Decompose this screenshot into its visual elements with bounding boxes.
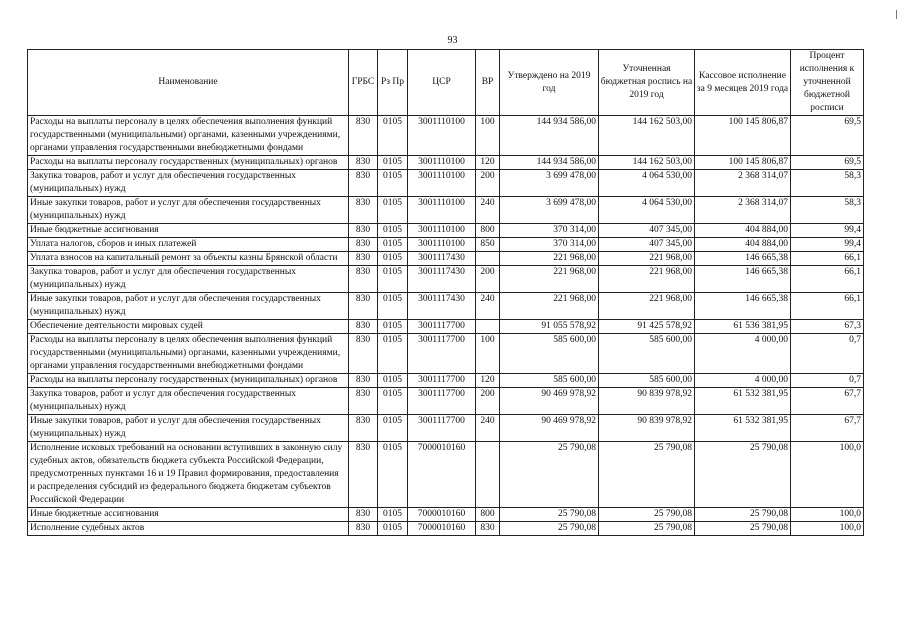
cell-name: Иные закупки товаров, работ и услуг для обеспечения государственных (муниципальных) нужд [28,197,349,224]
cell-rzpr: 0105 [378,170,408,197]
cell-percent: 58,3 [791,170,864,197]
cell-revised: 407 345,00 [599,238,695,252]
cell-vr [476,320,500,334]
cell-csr: 3001117430 [408,293,476,320]
cell-approved: 3 699 478,00 [500,170,599,197]
header-revised: Уточненная бюджетная роспись на 2019 год [599,50,695,116]
cell-cash: 100 145 806,87 [695,156,791,170]
cell-name: Иные бюджетные ассигнования [28,224,349,238]
cell-csr: 3001110100 [408,156,476,170]
cell-csr: 3001117700 [408,415,476,442]
cell-rzpr: 0105 [378,252,408,266]
table-row [28,266,864,293]
cell-csr: 3001110100 [408,116,476,156]
cell-percent: 0,7 [791,374,864,388]
cell-percent: 100,0 [791,522,864,536]
cell-vr: 200 [476,170,500,197]
cell-revised: 25 790,08 [599,522,695,536]
cell-percent: 67,7 [791,415,864,442]
cell-cash: 25 790,08 [695,522,791,536]
cell-grbs: 830 [349,170,378,197]
cell-name: Иные бюджетные ассигнования [28,508,349,522]
cell-percent: 100,0 [791,508,864,522]
cell-vr [476,442,500,508]
cell-name: Закупка товаров, работ и услуг для обеспечения государственных (муниципальных) нужд [28,170,349,197]
cell-name: Иные закупки товаров, работ и услуг для обеспечения государственных (муниципальных) нужд [28,293,349,320]
cell-revised: 91 425 578,92 [599,320,695,334]
cell-cash: 100 145 806,87 [695,116,791,156]
cell-vr: 240 [476,197,500,224]
cell-name: Расходы на выплаты персоналу в целях обеспечения выполнения функций государственными (муниципальными) органами, казенными учреждениями, органами управления государственными внебюджетными фондами [28,334,349,374]
cell-approved: 25 790,08 [500,522,599,536]
cell-rzpr: 0105 [378,320,408,334]
cell-csr: 7000010160 [408,508,476,522]
cell-rzpr: 0105 [378,522,408,536]
cell-cash: 61 536 381,95 [695,320,791,334]
cell-approved: 585 600,00 [500,334,599,374]
cell-grbs: 830 [349,374,378,388]
cell-cash: 4 000,00 [695,374,791,388]
cell-name: Закупка товаров, работ и услуг для обеспечения государственных (муниципальных) нужд [28,388,349,415]
cell-grbs: 830 [349,320,378,334]
cell-approved: 221 968,00 [500,252,599,266]
cell-vr: 800 [476,508,500,522]
cell-percent: 99,4 [791,238,864,252]
cell-rzpr: 0105 [378,116,408,156]
table-row [28,388,864,415]
cell-percent: 58,3 [791,197,864,224]
cell-vr: 100 [476,116,500,156]
cell-vr: 240 [476,293,500,320]
cell-cash: 404 884,00 [695,238,791,252]
header-cash: Кассовое исполнение за 9 месяцев 2019 года [695,50,791,116]
cell-rzpr: 0105 [378,388,408,415]
cell-name: Закупка товаров, работ и услуг для обеспечения государственных (муниципальных) нужд [28,266,349,293]
cell-percent: 0,7 [791,334,864,374]
cell-grbs: 830 [349,415,378,442]
cell-percent: 69,5 [791,156,864,170]
table-row [28,415,864,442]
cell-grbs: 830 [349,252,378,266]
cell-csr: 3001110100 [408,238,476,252]
table-row [28,224,864,238]
cell-vr: 200 [476,266,500,293]
cell-vr [476,252,500,266]
cell-grbs: 830 [349,156,378,170]
cell-name: Исполнение судебных актов [28,522,349,536]
cell-cash: 404 884,00 [695,224,791,238]
cell-name: Расходы на выплаты персоналу государственных (муниципальных) органов [28,374,349,388]
table-row [28,442,864,508]
cell-approved: 370 314,00 [500,238,599,252]
header-approved: Утверждено на 2019 год [500,50,599,116]
cell-approved: 144 934 586,00 [500,116,599,156]
cell-percent: 66,1 [791,266,864,293]
cell-csr: 7000010160 [408,522,476,536]
cell-vr: 120 [476,374,500,388]
cell-name: Уплата взносов на капитальный ремонт за объекты казны Брянской области [28,252,349,266]
cell-rzpr: 0105 [378,238,408,252]
header-name: Наименование [28,50,349,116]
cell-grbs: 830 [349,224,378,238]
cell-revised: 585 600,00 [599,374,695,388]
cell-vr: 800 [476,224,500,238]
cell-csr: 3001117700 [408,374,476,388]
cell-rzpr: 0105 [378,374,408,388]
cell-rzpr: 0105 [378,508,408,522]
header-csr: ЦСР [408,50,476,116]
cell-approved: 144 934 586,00 [500,156,599,170]
cell-grbs: 830 [349,442,378,508]
header-grbs: ГРБС [349,50,378,116]
table-row [28,156,864,170]
cell-grbs: 830 [349,238,378,252]
cell-approved: 585 600,00 [500,374,599,388]
table-row [28,197,864,224]
cell-csr: 3001117430 [408,266,476,293]
header-vr: ВР [476,50,500,116]
table-row [28,293,864,320]
cell-grbs: 830 [349,293,378,320]
page-number: 93 [447,35,458,46]
header-percent: Процент исполнения к уточненной бюджетной росписи [791,50,864,116]
header-rzpr: Рз Пр [378,50,408,116]
cell-revised: 407 345,00 [599,224,695,238]
cell-csr: 7000010160 [408,442,476,508]
cell-rzpr: 0105 [378,156,408,170]
cell-name: Исполнение исковых требований на основании вступивших в законную силу судебных актов, обязательств бюджета субъекта Российской Федерации, предусмотренных пунктами 16 и 19 Правил формирования, предоставления и распределения субсидий из федерального бюджета бюджетам субъектов Российской Федерации [28,442,349,508]
cell-vr: 240 [476,415,500,442]
cell-csr: 3001117700 [408,334,476,374]
cell-revised: 221 968,00 [599,293,695,320]
cell-percent: 99,4 [791,224,864,238]
cell-csr: 3001117700 [408,388,476,415]
cell-revised: 25 790,08 [599,442,695,508]
cell-percent: 69,5 [791,116,864,156]
cell-approved: 221 968,00 [500,266,599,293]
cell-vr: 850 [476,238,500,252]
cell-revised: 25 790,08 [599,508,695,522]
cell-revised: 4 064 530,00 [599,197,695,224]
cell-name: Обеспечение деятельности мировых судей [28,320,349,334]
cell-rzpr: 0105 [378,224,408,238]
table-row [28,522,864,536]
cell-csr: 3001117700 [408,320,476,334]
cell-rzpr: 0105 [378,415,408,442]
cell-grbs: 830 [349,388,378,415]
table-row [28,116,864,156]
cell-vr: 200 [476,388,500,415]
cell-rzpr: 0105 [378,442,408,508]
cell-name: Иные закупки товаров, работ и услуг для обеспечения государственных (муниципальных) нужд [28,415,349,442]
cell-rzpr: 0105 [378,334,408,374]
cell-grbs: 830 [349,197,378,224]
cell-cash: 61 532 381,95 [695,388,791,415]
cell-percent: 66,1 [791,293,864,320]
cell-name: Уплата налогов, сборов и иных платежей [28,238,349,252]
table-header-row [28,50,864,116]
page-edge-mark [896,10,897,19]
cell-revised: 221 968,00 [599,252,695,266]
cell-vr: 120 [476,156,500,170]
cell-grbs: 830 [349,116,378,156]
cell-cash: 2 368 314,07 [695,170,791,197]
cell-cash: 61 532 381,95 [695,415,791,442]
cell-cash: 25 790,08 [695,508,791,522]
cell-csr: 3001110100 [408,197,476,224]
table-row [28,320,864,334]
cell-percent: 66,1 [791,252,864,266]
cell-grbs: 830 [349,266,378,293]
table-row [28,238,864,252]
cell-vr: 830 [476,522,500,536]
cell-rzpr: 0105 [378,293,408,320]
cell-csr: 3001110100 [408,170,476,197]
cell-cash: 25 790,08 [695,442,791,508]
cell-revised: 144 162 503,00 [599,116,695,156]
cell-name: Расходы на выплаты персоналу в целях обеспечения выполнения функций государственными (муниципальными) органами, казенными учреждениями, органами управления государственными внебюджетными фондами [28,116,349,156]
cell-approved: 91 055 578,92 [500,320,599,334]
cell-grbs: 830 [349,508,378,522]
cell-grbs: 830 [349,522,378,536]
cell-cash: 2 368 314,07 [695,197,791,224]
cell-csr: 3001117430 [408,252,476,266]
cell-approved: 90 469 978,92 [500,415,599,442]
table-row [28,508,864,522]
cell-approved: 25 790,08 [500,508,599,522]
cell-approved: 3 699 478,00 [500,197,599,224]
table-row [28,252,864,266]
cell-percent: 67,3 [791,320,864,334]
cell-cash: 146 665,38 [695,266,791,293]
cell-approved: 221 968,00 [500,293,599,320]
cell-percent: 67,7 [791,388,864,415]
cell-rzpr: 0105 [378,197,408,224]
cell-revised: 585 600,00 [599,334,695,374]
cell-approved: 90 469 978,92 [500,388,599,415]
cell-revised: 221 968,00 [599,266,695,293]
table-row [28,334,864,374]
cell-cash: 146 665,38 [695,252,791,266]
table-body [28,116,864,536]
cell-revised: 144 162 503,00 [599,156,695,170]
cell-percent: 100,0 [791,442,864,508]
table-row [28,374,864,388]
cell-rzpr: 0105 [378,266,408,293]
cell-revised: 90 839 978,92 [599,388,695,415]
cell-csr: 3001110100 [408,224,476,238]
cell-revised: 4 064 530,00 [599,170,695,197]
cell-vr: 100 [476,334,500,374]
budget-table [27,49,864,536]
cell-approved: 25 790,08 [500,442,599,508]
cell-name: Расходы на выплаты персоналу государственных (муниципальных) органов [28,156,349,170]
table-row [28,170,864,197]
cell-cash: 4 000,00 [695,334,791,374]
cell-approved: 370 314,00 [500,224,599,238]
cell-grbs: 830 [349,334,378,374]
cell-cash: 146 665,38 [695,293,791,320]
cell-revised: 90 839 978,92 [599,415,695,442]
